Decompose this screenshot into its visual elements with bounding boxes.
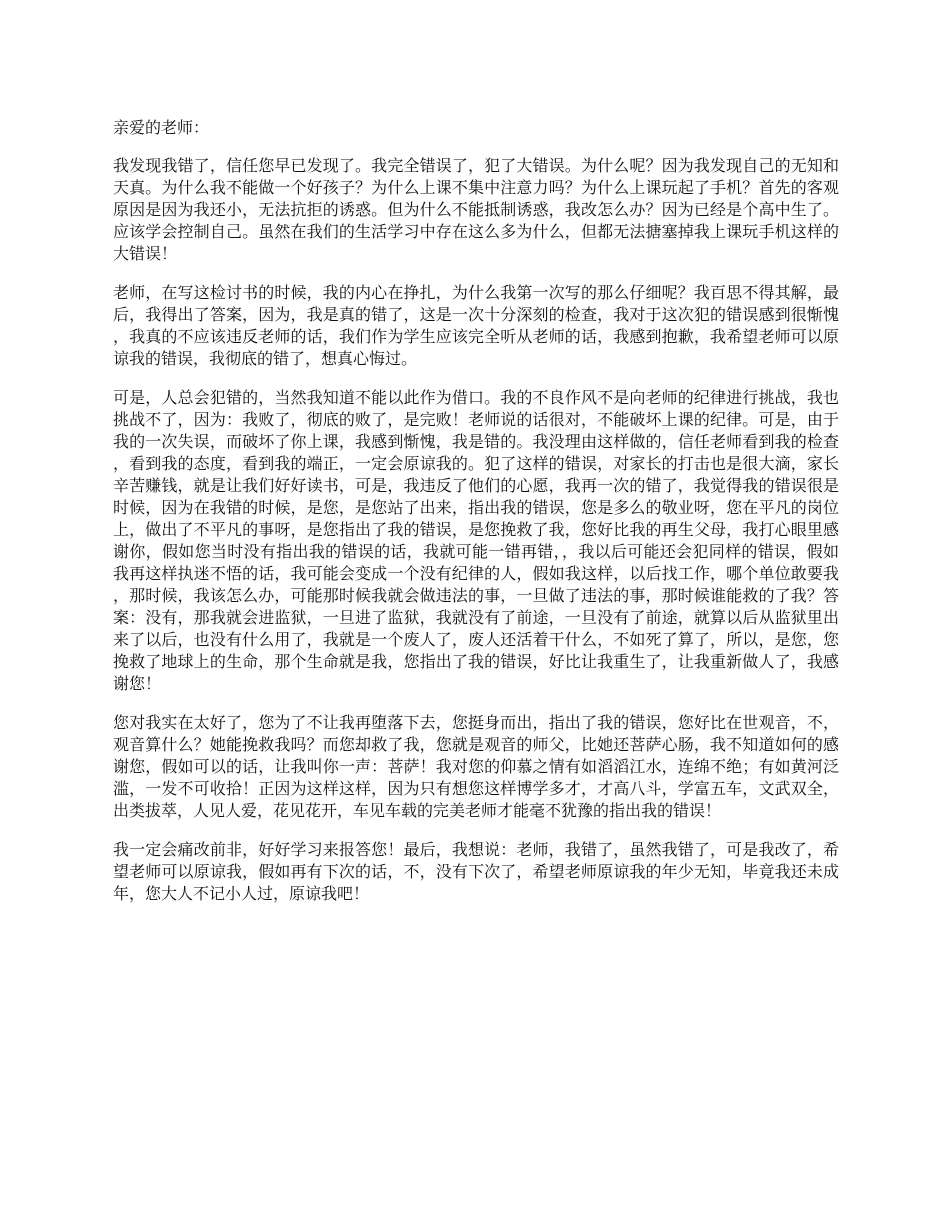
letter-paragraph-2: 老师，在写这检讨书的时候，我的内心在挣扎，为什么我第一次写的那么仔细呢？我百思不得其解，最后，我得出了答案，因为，我是真的错了，这是一次十分深刻的检查，我对于这次犯的错误感到很惭愧，我真的不应该违反老师的话，我们作为学生应该完全听从老师的话，我感到抱歉，我希望老师可以原谅我的错误，我彻底的错了，想真心悔过。: [113, 283, 839, 368]
letter-paragraph-5: 我一定会痛改前非，好好学习来报答您！最后，我想说：老师，我错了，虽然我错了，可是我改了，希望老师可以原谅我，假如再有下次的话，不，没有下次了，希望老师原谅我的年少无知，毕竟我还未成年，您大人不记小人过，原谅我吧！: [113, 840, 839, 903]
letter-paragraph-3: 可是，人总会犯错的，当然我知道不能以此作为借口。我的不良作风不是向老师的纪律进行挑战，我也挑战不了，因为：我败了，彻底的败了，是完败！老师说的话很对，不能破坏上课的纪律。可是，由于我的一次失误，而破坏了你上课，我感到惭愧，我是错的。我没理由这样做的，信任老师看到我的检查，看到我的态度，看到我的端正，一定会原谅我的。犯了这样的错误，对家长的打击也是很大滴，家长辛苦赚钱，就是让我们好好读书，可是，我违反了他们的心愿，我再一次的错了，我觉得我的错误很是时候，因为在我错的时候，是您，是您站了出来，指出我的错误，您是多么的敬业呀，您在平凡的岗位上，做出了不平凡的事呀，是您指出了我的错误，是您挽救了我，您好比我的再生父母，我打心眼里感谢你，假如您当时没有指出我的错误的话，我就可能一错再错，，我以后可能还会犯同样的错误，假如我再这样执迷不悟的话，我可能会变成一个没有纪律的人，假如我这样，以后找工作，哪个单位敢要我，那时候，我该怎么办，可能那时候我就会做违法的事，一旦做了违法的事，那时候谁能救的了我？答案：没有，那我就会进监狱，一旦进了监狱，我就没有了前途，一旦没有了前途，就算以后从监狱里出来了以后，也没有什么用了，我就是一个废人了，废人还活着干什么，不如死了算了，所以，是您，您挽救了地球上的生命，那个生命就是我，您指出了我的错误，好比让我重生了，让我重新做人了，我感谢您！: [113, 388, 839, 693]
letter-paragraph-4: 您对我实在太好了，您为了不让我再堕落下去，您挺身而出，指出了我的错误，您好比在世观音，不，观音算什么？她能挽救我吗？而您却救了我，您就是观音的师父，比她还菩萨心肠，我不知道如何的感谢您，假如可以的话，让我叫你一声：菩萨！我对您的仰慕之情有如滔滔江水，连绵不绝；有如黄河泛滥，一发不可收拾！正因为这样这样，因为只有想您这样博学多才，才高八斗，学富五车，文武双全，出类拔萃，人见人爱，花见花开，车见车载的完美老师才能毫不犹豫的指出我的错误！: [113, 713, 839, 820]
letter-page: [113, 117, 839, 922]
letter-paragraph-1: 我发现我错了，信任您早已发现了。我完全错误了，犯了大错误。为什么呢？因为我发现自己的无知和天真。为什么我不能做一个好孩子？为什么上课不集中注意力吗？为什么上课玩起了手机？首先的客观原因是因为我还小，无法抗拒的诱惑。但为什么不能抵制诱惑，我改怎么办？因为已经是个高中生了。应该学会控制自己。虽然在我们的生活学习中存在这么多为什么，但都无法搪塞掉我上课玩手机这样的大错误！: [113, 156, 839, 263]
letter-greeting: 亲爱的老师：: [113, 118, 210, 137]
